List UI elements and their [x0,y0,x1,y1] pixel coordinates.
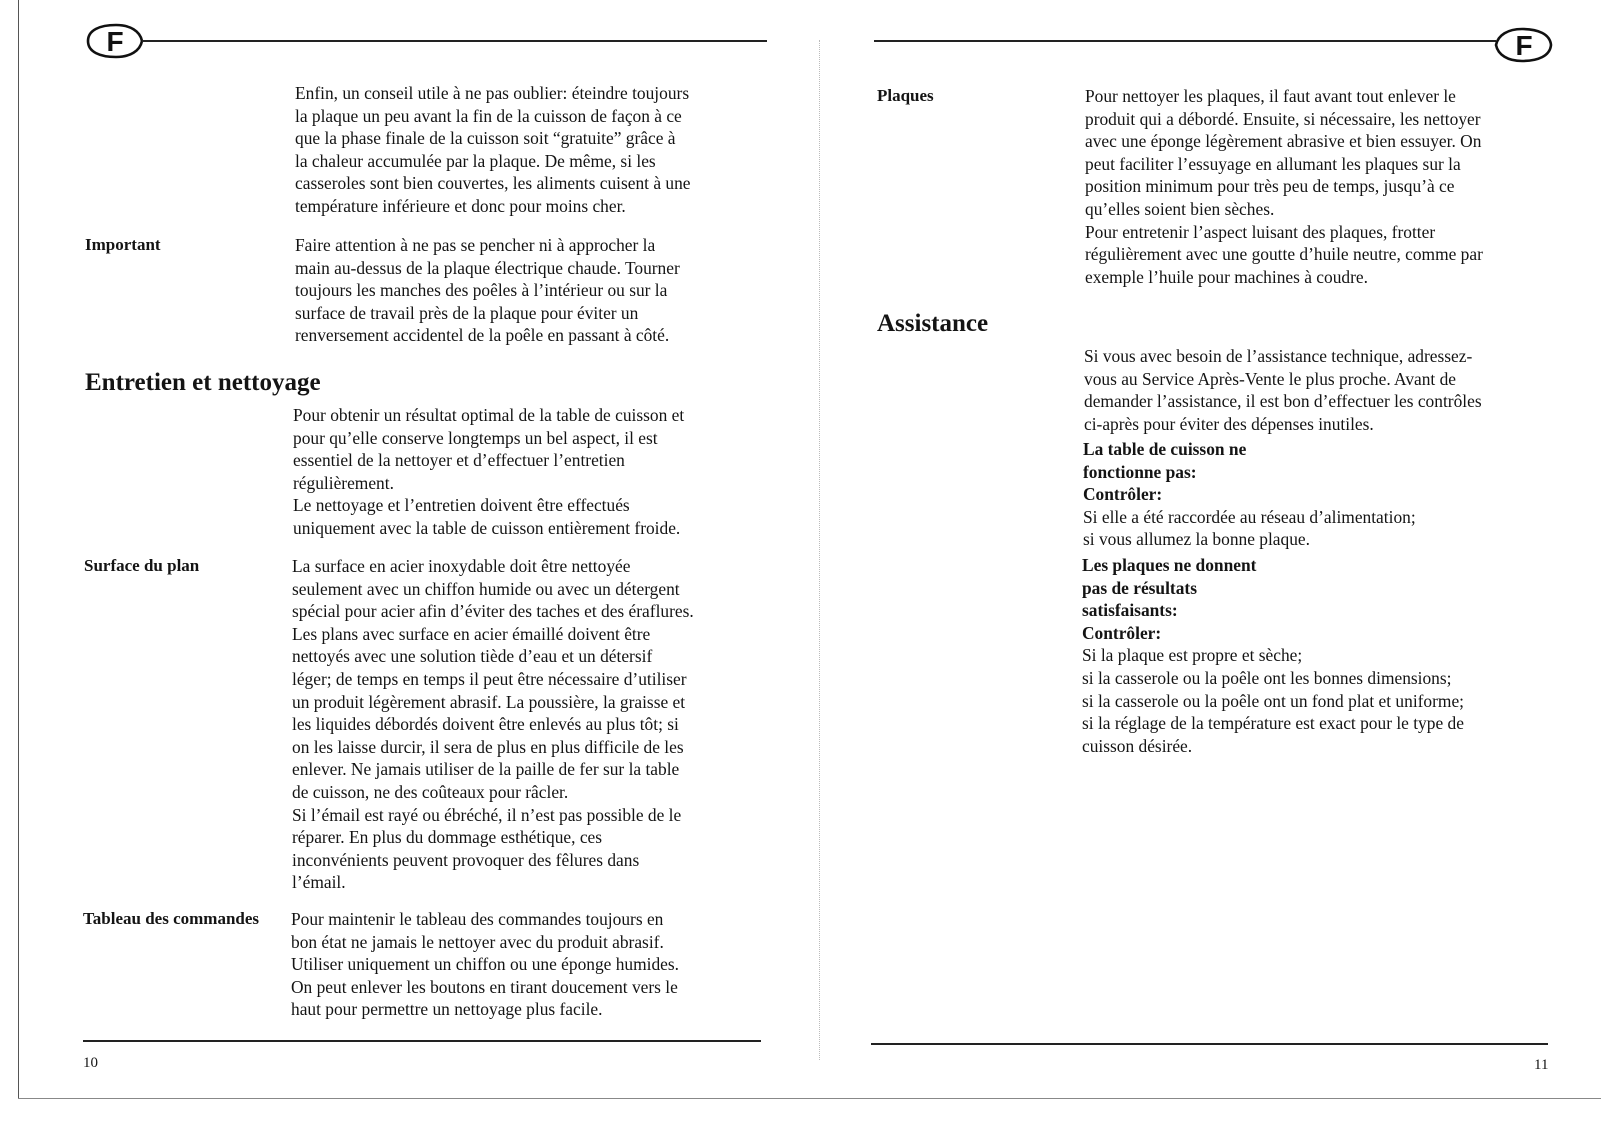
intro-paragraph: Enfin, un conseil utile à ne pas oublier: éteindre toujours la plaque un peu avant la fin de la cuisson de façon à ce que la phase finale de la cuisson soit “gratuite” grâce à la chaleur accumulée par la plaque. De même, si les casseroles sont bien couvertes, les aliments cuisent à une température inférieure et donc pour moins cher. [295,83,691,216]
footer-rule [83,1040,761,1042]
tableau-paragraph: Pour maintenir le tableau des commandes toujours en bon état ne jamais le nettoyer avec du produit abrasif. Utiliser uniquement un chiffon ou une éponge humides. On peut enlever les boutons en tirant doucement vers le haut pour permettre un nettoyage plus facile. [291,909,679,1020]
check-title: satisfaisants: [1082,600,1178,621]
check-item: si la réglage de la température est exact pour le type de [1082,713,1464,734]
plaques-paragraph: Pour nettoyer les plaques, il faut avant tout enlever le produit qui a débordé. Ensuite, si nécessaire, les nettoyer avec une éponge légèrement abrasive et bien essuyer. On peut faciliter l’essuyage en allumant les plaques sur la position minimum pour très peu de temps, jusqu’à ce qu’elles soient bien sèches. Pour entretenir l’aspect luisant des plaques, frotter régulièrement avec une goutte d’huile neutre, comme par exemple l’huile pour machines à coudre. [1085,86,1483,287]
footer-rule [871,1043,1548,1045]
header-rule [142,40,767,42]
check-item: Si elle a été raccordée au réseau d’alimentation; [1083,506,1416,527]
check-item: cuisson désirée. [1082,735,1193,756]
badge-letter: F [1515,30,1533,61]
section-intro-paragraph: Pour obtenir un résultat optimal de la table de cuisson et pour qu’elle conserve longtemps un bel aspect, il est essentiel de la nettoyer et d’effectuer l’entretien régulièrement. Le nettoyage et l’entretien doivent être effectués uniquement avec la table de cuisson entièrement froide. [293,405,685,538]
header-rule [874,40,1496,42]
assistance-paragraph: Si vous avec besoin de l’assistance technique, adressez- vous au Service Après-Vente le plus proche. Avant de demander l’assistance, il est bon d’effectuer les contrôles ci-après pour éviter des dépenses inutiles. [1084,346,1482,434]
tableau-label: Tableau des commandes [83,909,260,928]
surface-paragraph: La surface en acier inoxydable doit être nettoyée seulement avec un chiffon humide ou avec un détergent spécial pour acier afin d’éviter des taches et des éraflures. Les plans avec surface en acier émaillé doivent être nettoyés avec une solution tiède d’eau et un détersif léger; de temps en temps il peut être nécessaire d’utiliser un produit légèrement abrasif. La poussière, la graisse et les liquides débordés doivent être enlevés au plus tôt; si on les laisse durcir, il sera de plus en plus difficile de les enlever. Ne jamais utiliser de la paille de fer sur la table de cuisson, ne des coûteaux pour râcler. Si l’émail est rayé ou ébréché, il n’est pas possible de le réparer. En plus du dommage esthétique, ces inconvénients peuvent provoquer des fêlures dans l’émail. [292,556,694,893]
plaques-label: Plaques [877,86,934,105]
check-item: si la casserole ou la poêle ont un fond plat et uniforme; [1082,690,1464,711]
check-title: pas de résultats [1082,577,1197,598]
check-item: si vous allumez la bonne plaque. [1083,529,1310,550]
check-control-label: Contrôler: [1083,484,1163,505]
badge-letter: F [106,26,124,57]
scan-left-edge [18,0,19,1098]
page-fold-line [819,40,821,1060]
important-paragraph: Faire attention à ne pas se pencher ni à approcher la main au-dessus de la plaque électrique chaude. Tourner toujours les manches des poêles à l’intérieur ou sur la surface de travail près de la plaque pour éviter un renversement accidentel de la poêle en passant à côté. [295,235,680,346]
check-block-1 [1083,438,1416,551]
section-title: Entretien et nettoyage [85,369,321,396]
assistance-title: Assistance [877,310,989,337]
language-f-badge-icon [1494,26,1554,64]
check-title: fonctionne pas: [1083,461,1197,482]
surface-label: Surface du plan [84,556,200,575]
scan-bottom-edge [18,1098,1601,1099]
check-control-label: Contrôler: [1082,622,1162,643]
check-title: La table de cuisson ne [1083,439,1247,459]
check-item: Si la plaque est propre et sèche; [1082,645,1303,666]
page-number: 10 [83,1055,98,1071]
check-item: si la casserole ou la poêle ont les bonnes dimensions; [1082,667,1452,688]
language-f-badge-icon [84,22,144,60]
page-number: 11 [1534,1057,1549,1073]
check-title: Les plaques ne donnent [1082,555,1257,575]
check-block-2 [1082,554,1464,757]
important-label: Important [85,235,161,254]
